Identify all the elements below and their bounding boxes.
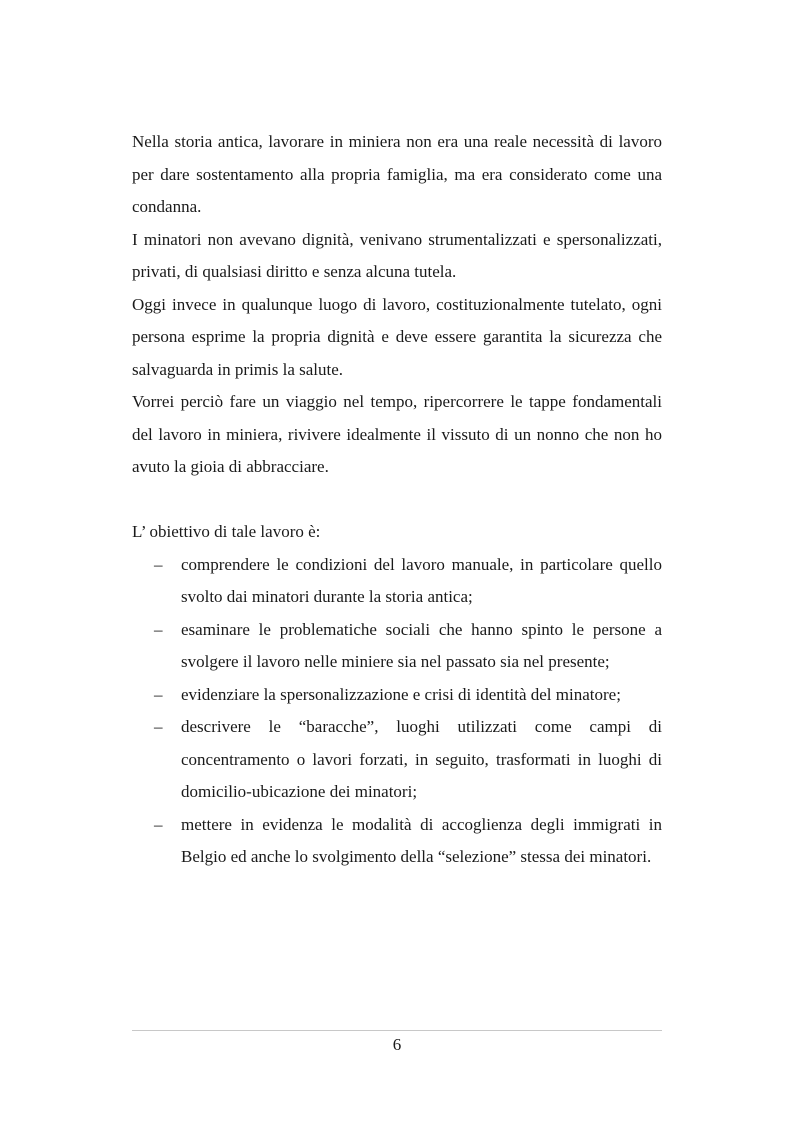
dash-bullet: – [154,554,163,574]
page-number: 6 [392,1035,402,1054]
objectives-heading: L’ obiettivo di tale lavoro è: [132,522,321,541]
list-item-text: evidenziare la spersonalizzazione e crisi di identità del minatore; [181,684,621,704]
list-item [132,711,662,809]
body-text [132,126,662,874]
intro-paragraph-4: Vorrei perciò fare un viaggio nel tempo, ripercorrere le tappe fondamentali del lavoro in miniera, rivivere idealmente il vissuto di un nonno che non ho avuto la gioia di abbracciare. [132,392,662,476]
footer-divider [132,1030,662,1031]
intro-paragraph-1: Nella storia antica, lavorare in miniera non era una reale necessità di lavoro per dare sostentamento alla propria famiglia, ma era considerato come una condanna. [132,132,662,216]
intro-paragraph-3: Oggi invece in qualunque luogo di lavoro, costituzionalmente tutelato, ogni persona esprime la propria dignità e deve essere garantita la sicurezza che salvaguarda in primis la salute. [132,294,662,379]
list-item [132,809,662,874]
list-item-text: comprendere le condizioni del lavoro manuale, in particolare quello svolto dai minatori durante la storia antica; [181,554,662,606]
list-item [132,549,662,614]
list-item-text: mettere in evidenza le modalità di accoglienza degli immigrati in Belgio ed anche lo svolgimento della “selezione” stessa dei minatori. [181,814,662,866]
list-item-text: descrivere le “baracche”, luoghi utilizzati come campi di concentramento o lavori forzati, in seguito, trasformati in luoghi di domicilio-ubicazione dei minatori; [181,717,662,801]
intro-paragraph-2: I minatori non avevano dignità, venivano strumentalizzati e spersonalizzati, privati, di qualsiasi diritto e senza alcuna tutela. [132,229,662,281]
paragraph-spacer [132,484,662,517]
dash-bullet: – [154,619,163,639]
list-item-text: esaminare le problematiche sociali che hanno spinto le persone a svolgere il lavoro nelle miniere sia nel passato sia nel presente; [181,619,662,671]
list-item [132,614,662,679]
dash-bullet: – [154,684,163,704]
list-item [132,679,662,712]
objectives-list [132,549,662,874]
dash-bullet: – [154,814,163,834]
dash-bullet: – [154,717,163,736]
